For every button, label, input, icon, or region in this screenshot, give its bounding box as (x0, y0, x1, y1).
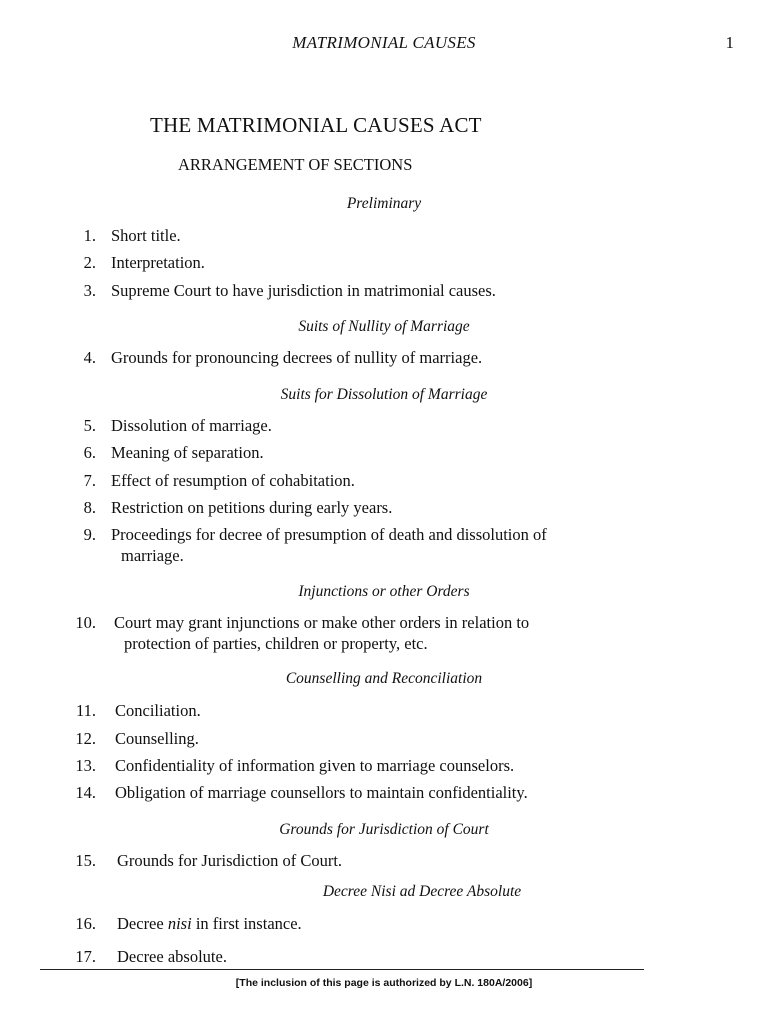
section-title: Effect of resumption of cohabitation. (111, 471, 355, 490)
section-number: 14. (75, 783, 96, 802)
section-title-block (111, 524, 636, 566)
section-title: Proceedings for decree of presumption of death and dissolution of (111, 525, 547, 544)
section-heading-decree: Decree Nisi ad Decree Absolute (322, 883, 522, 900)
section-title: Obligation of marriage counsellors to maintain confidentiality. (115, 783, 528, 802)
section-number: 3. (83, 281, 96, 300)
section-number: 1. (83, 226, 96, 245)
running-head: MATRIMONIAL CAUSES (292, 33, 476, 52)
section-title: Decree absolute. (117, 947, 227, 966)
section-number: 17. (75, 947, 96, 966)
section-title: Confidentiality of information given to marriage counselors. (115, 756, 515, 775)
section-heading-counselling: Counselling and Reconciliation (285, 670, 483, 687)
section-number: 13. (75, 756, 96, 775)
section-title: Grounds for pronouncing decrees of nullity of marriage. (111, 348, 483, 367)
section-title-pre: Decree (117, 914, 168, 933)
act-title: THE MATRIMONIAL CAUSES ACT (150, 113, 482, 137)
section-title: Supreme Court to have jurisdiction in matrimonial causes. (111, 281, 496, 300)
section-title: Short title. (111, 226, 181, 245)
section-number: 6. (83, 443, 96, 462)
section-heading-jurisdiction: Grounds for Jurisdiction of Court (279, 821, 489, 838)
section-heading-nullity: Suits of Nullity of Marriage (298, 318, 470, 335)
section-title: Conciliation. (115, 701, 201, 720)
section-title: Interpretation. (111, 253, 205, 272)
section-title: Restriction on petitions during early years. (111, 498, 393, 517)
footer-note: [The inclusion of this page is authorized by L.N. 180A/2006] (235, 977, 533, 989)
section-number: 16. (75, 914, 96, 933)
section-title-post: in first instance. (191, 914, 302, 933)
section-title-block (114, 612, 639, 654)
section-number: 12. (75, 729, 96, 748)
section-number: 10. (75, 613, 96, 632)
section-heading-dissolution: Suits for Dissolution of Marriage (280, 386, 488, 403)
section-title-continuation: marriage. (121, 546, 184, 565)
arrangement-heading: ARRANGEMENT OF SECTIONS (178, 155, 413, 174)
section-heading-preliminary: Preliminary (346, 195, 422, 212)
section-heading-injunctions: Injunctions or other Orders (298, 583, 470, 600)
section-title: Court may grant injunctions or make other orders in relation to (114, 613, 530, 632)
section-number: 7. (83, 471, 96, 490)
section-title (117, 913, 642, 934)
section-title: Grounds for Jurisdiction of Court. (117, 851, 343, 870)
section-title-emphasis: nisi (167, 914, 192, 933)
page-number: 1 (725, 33, 734, 52)
section-title-continuation: protection of parties, children or property, etc. (124, 634, 428, 653)
section-number: 4. (83, 348, 96, 367)
section-number: 2. (83, 253, 96, 272)
section-number: 5. (83, 416, 96, 435)
section-number: 8. (83, 498, 96, 517)
footer-rule (40, 969, 644, 970)
section-number: 11. (75, 701, 96, 720)
section-number: 9. (83, 525, 96, 544)
section-number: 15. (75, 851, 96, 870)
section-title: Dissolution of marriage. (111, 416, 272, 435)
section-title: Meaning of separation. (111, 443, 264, 462)
section-title: Counselling. (115, 729, 199, 748)
